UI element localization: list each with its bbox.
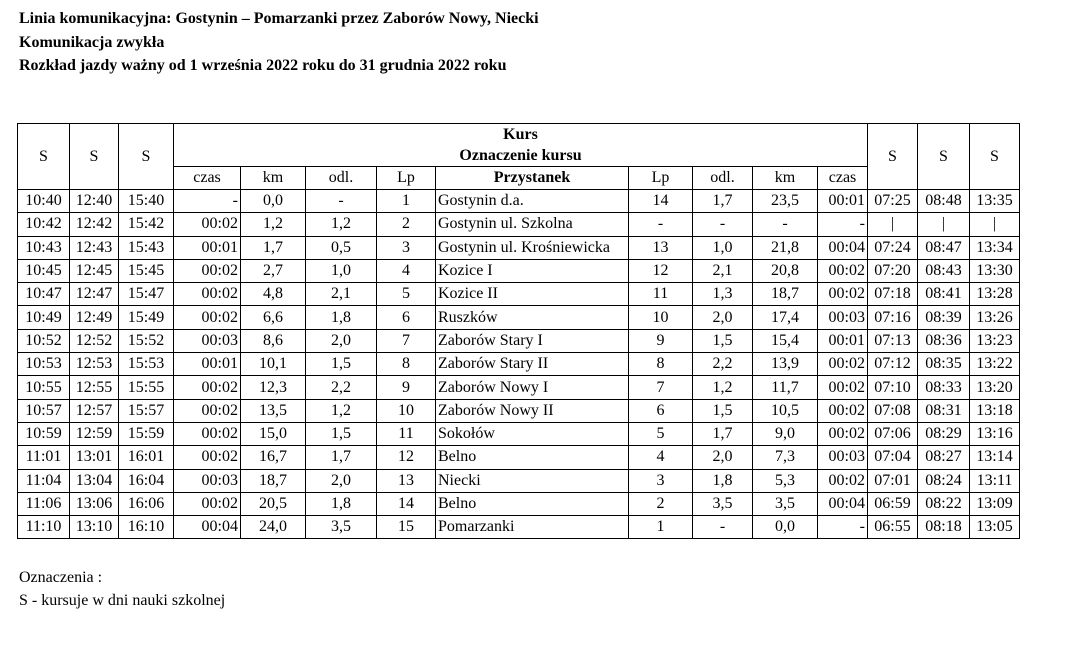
return-departure-1: 07:04 (868, 446, 918, 469)
odl: 1,8 (306, 306, 377, 329)
odl: 1,5 (306, 353, 377, 376)
return-departure-2: 08:18 (918, 516, 970, 539)
return-departure-1: 07:13 (868, 329, 918, 352)
czas: 00:02 (174, 492, 241, 515)
lp: 10 (377, 399, 436, 422)
table-row (18, 516, 1020, 539)
czas-return: 00:02 (818, 399, 868, 422)
oznaczenie-kursu-label: Oznaczenie kursu (174, 145, 868, 167)
czas: 00:02 (174, 399, 241, 422)
km: 1,7 (241, 236, 306, 259)
table-row (18, 353, 1020, 376)
stop-name: Zaborów Nowy II (436, 399, 629, 422)
czas-return: 00:02 (818, 259, 868, 282)
departure-1: 11:04 (18, 469, 70, 492)
czas-return: 00:01 (818, 329, 868, 352)
odl: 1,2 (306, 399, 377, 422)
departure-3: 15:45 (119, 259, 174, 282)
stop-name: Kozice I (436, 259, 629, 282)
departure-2: 12:49 (70, 306, 119, 329)
departure-1: 10:59 (18, 422, 70, 445)
departure-3: 15:43 (119, 236, 174, 259)
km-return: 21,8 (753, 236, 818, 259)
czas-return: 00:02 (818, 422, 868, 445)
czas-return: 00:03 (818, 446, 868, 469)
lp: 12 (377, 446, 436, 469)
lp: 2 (377, 213, 436, 236)
return-departure-2: | (918, 213, 970, 236)
departure-3: 16:10 (119, 516, 174, 539)
km-return: 18,7 (753, 283, 818, 306)
return-departure-3: 13:20 (970, 376, 1020, 399)
czas-return: 00:02 (818, 353, 868, 376)
czas: - (174, 190, 241, 213)
departure-3: 16:04 (119, 469, 174, 492)
course-mark-right-1: S (868, 124, 918, 190)
departure-1: 10:49 (18, 306, 70, 329)
lp-return: 1 (629, 516, 693, 539)
odl: 2,2 (306, 376, 377, 399)
km: 13,5 (241, 399, 306, 422)
km: 12,3 (241, 376, 306, 399)
lp-return: 9 (629, 329, 693, 352)
return-departure-1: 07:16 (868, 306, 918, 329)
departure-1: 11:10 (18, 516, 70, 539)
departure-2: 12:53 (70, 353, 119, 376)
odl-return: 1,5 (693, 329, 753, 352)
stop-name: Sokołów (436, 422, 629, 445)
km: 18,7 (241, 469, 306, 492)
return-departure-2: 08:41 (918, 283, 970, 306)
return-departure-1: 07:20 (868, 259, 918, 282)
czas-return: 00:02 (818, 469, 868, 492)
km: 4,8 (241, 283, 306, 306)
table-row (18, 259, 1020, 282)
km-return: 13,9 (753, 353, 818, 376)
czas-return: 00:03 (818, 306, 868, 329)
table-row (18, 469, 1020, 492)
line-title: Linia komunikacyjna: Gostynin – Pomarzanki przez Zaborów Nowy, Niecki (19, 10, 539, 27)
czas: 00:02 (174, 213, 241, 236)
return-departure-2: 08:36 (918, 329, 970, 352)
km-return: 5,3 (753, 469, 818, 492)
km: 6,6 (241, 306, 306, 329)
lp: 6 (377, 306, 436, 329)
lp-return: 14 (629, 190, 693, 213)
return-departure-1: 07:18 (868, 283, 918, 306)
return-departure-2: 08:27 (918, 446, 970, 469)
return-departure-1: 07:25 (868, 190, 918, 213)
lp: 5 (377, 283, 436, 306)
lp-return: 6 (629, 399, 693, 422)
table-row (18, 329, 1020, 352)
km: 24,0 (241, 516, 306, 539)
departure-3: 15:57 (119, 399, 174, 422)
departure-2: 12:40 (70, 190, 119, 213)
czas: 00:02 (174, 306, 241, 329)
departure-3: 15:53 (119, 353, 174, 376)
departure-1: 11:06 (18, 492, 70, 515)
odl: - (306, 190, 377, 213)
return-departure-2: 08:22 (918, 492, 970, 515)
km-return: 20,8 (753, 259, 818, 282)
departure-2: 12:52 (70, 329, 119, 352)
departure-2: 12:43 (70, 236, 119, 259)
departure-1: 10:53 (18, 353, 70, 376)
return-departure-3: 13:14 (970, 446, 1020, 469)
departure-3: 15:42 (119, 213, 174, 236)
departure-2: 12:57 (70, 399, 119, 422)
departure-3: 15:49 (119, 306, 174, 329)
departure-1: 10:52 (18, 329, 70, 352)
table-row (18, 283, 1020, 306)
stop-name: Belno (436, 446, 629, 469)
km-return: 17,4 (753, 306, 818, 329)
lp-return: 12 (629, 259, 693, 282)
departure-2: 12:47 (70, 283, 119, 306)
odl: 2,1 (306, 283, 377, 306)
km-return: 15,4 (753, 329, 818, 352)
return-departure-1: 07:06 (868, 422, 918, 445)
stop-name: Ruszków (436, 306, 629, 329)
return-departure-3: 13:18 (970, 399, 1020, 422)
departure-2: 12:55 (70, 376, 119, 399)
return-departure-3: 13:11 (970, 469, 1020, 492)
km-return: 11,7 (753, 376, 818, 399)
czas: 00:04 (174, 516, 241, 539)
return-departure-2: 08:24 (918, 469, 970, 492)
return-departure-2: 08:31 (918, 399, 970, 422)
stop-name: Zaborów Nowy I (436, 376, 629, 399)
course-mark-right-3: S (970, 124, 1020, 190)
lp: 13 (377, 469, 436, 492)
km-return: 9,0 (753, 422, 818, 445)
table-row (18, 236, 1020, 259)
col-header-czas: czas (174, 167, 241, 190)
lp: 11 (377, 422, 436, 445)
kurs-label: Kurs (174, 124, 868, 146)
odl: 1,2 (306, 213, 377, 236)
col-header-odl: odl. (306, 167, 377, 190)
departure-1: 10:55 (18, 376, 70, 399)
odl-return: 1,3 (693, 283, 753, 306)
table-row (18, 399, 1020, 422)
col-header-odl-return: odl. (693, 167, 753, 190)
odl-return: 2,0 (693, 306, 753, 329)
departure-3: 15:59 (119, 422, 174, 445)
course-mark-left-2: S (70, 124, 119, 190)
timetable (17, 123, 1020, 539)
return-departure-1: 07:08 (868, 399, 918, 422)
stop-name: Zaborów Stary I (436, 329, 629, 352)
km: 20,5 (241, 492, 306, 515)
km: 0,0 (241, 190, 306, 213)
lp-return: 5 (629, 422, 693, 445)
table-row (18, 376, 1020, 399)
czas-return: - (818, 516, 868, 539)
stop-name: Belno (436, 492, 629, 515)
return-departure-3: 13:16 (970, 422, 1020, 445)
return-departure-2: 08:47 (918, 236, 970, 259)
odl-return: - (693, 516, 753, 539)
return-departure-1: 07:01 (868, 469, 918, 492)
stop-name: Gostynin d.a. (436, 190, 629, 213)
return-departure-1: 07:12 (868, 353, 918, 376)
departure-2: 13:06 (70, 492, 119, 515)
return-departure-2: 08:33 (918, 376, 970, 399)
czas: 00:02 (174, 283, 241, 306)
table-row (18, 446, 1020, 469)
return-departure-3: 13:34 (970, 236, 1020, 259)
lp: 1 (377, 190, 436, 213)
czas: 00:01 (174, 236, 241, 259)
czas-return: 00:01 (818, 190, 868, 213)
departure-2: 13:10 (70, 516, 119, 539)
departure-2: 13:01 (70, 446, 119, 469)
departure-1: 10:43 (18, 236, 70, 259)
departure-1: 11:01 (18, 446, 70, 469)
odl: 2,0 (306, 469, 377, 492)
czas-return: 00:04 (818, 492, 868, 515)
odl-return: 1,2 (693, 376, 753, 399)
departure-3: 15:47 (119, 283, 174, 306)
lp-return: 7 (629, 376, 693, 399)
lp-return: 11 (629, 283, 693, 306)
return-departure-3: | (970, 213, 1020, 236)
departure-2: 12:59 (70, 422, 119, 445)
return-departure-1: 06:55 (868, 516, 918, 539)
col-header-lp-return: Lp (629, 167, 693, 190)
km: 2,7 (241, 259, 306, 282)
czas-return: - (818, 213, 868, 236)
departure-3: 15:55 (119, 376, 174, 399)
col-header-km-return: km (753, 167, 818, 190)
departure-2: 12:45 (70, 259, 119, 282)
odl: 1,7 (306, 446, 377, 469)
legend-title: Oznaczenia : (19, 569, 103, 586)
return-departure-1: 07:24 (868, 236, 918, 259)
return-departure-1: | (868, 213, 918, 236)
czas-return: 00:04 (818, 236, 868, 259)
lp: 8 (377, 353, 436, 376)
odl: 0,5 (306, 236, 377, 259)
col-header-km: km (241, 167, 306, 190)
service-type: Komunikacja zwykła (19, 34, 165, 51)
return-departure-2: 08:48 (918, 190, 970, 213)
odl: 1,5 (306, 422, 377, 445)
table-row (18, 422, 1020, 445)
col-header-lp: Lp (377, 167, 436, 190)
departure-2: 12:42 (70, 213, 119, 236)
km-return: 7,3 (753, 446, 818, 469)
odl: 1,0 (306, 259, 377, 282)
legend-item: S - kursuje w dni nauki szkolnej (19, 592, 226, 609)
odl-return: 1,7 (693, 190, 753, 213)
return-departure-3: 13:05 (970, 516, 1020, 539)
table-row (18, 213, 1020, 236)
czas-return: 00:02 (818, 283, 868, 306)
return-departure-3: 13:30 (970, 259, 1020, 282)
lp-return: 4 (629, 446, 693, 469)
lp: 7 (377, 329, 436, 352)
stop-name: Niecki (436, 469, 629, 492)
course-mark-right-2: S (918, 124, 970, 190)
departure-1: 10:45 (18, 259, 70, 282)
return-departure-1: 06:59 (868, 492, 918, 515)
czas: 00:01 (174, 353, 241, 376)
course-mark-left-1: S (18, 124, 70, 190)
return-departure-3: 13:23 (970, 329, 1020, 352)
col-header-przystanek: Przystanek (436, 167, 629, 190)
odl-return: 2,2 (693, 353, 753, 376)
departure-1: 10:42 (18, 213, 70, 236)
odl: 1,8 (306, 492, 377, 515)
departure-3: 15:52 (119, 329, 174, 352)
stop-name: Gostynin ul. Krośniewicka (436, 236, 629, 259)
return-departure-2: 08:35 (918, 353, 970, 376)
departure-1: 10:47 (18, 283, 70, 306)
return-departure-2: 08:39 (918, 306, 970, 329)
km: 16,7 (241, 446, 306, 469)
km-return: 3,5 (753, 492, 818, 515)
lp-return: 10 (629, 306, 693, 329)
odl-return: 1,8 (693, 469, 753, 492)
return-departure-3: 13:35 (970, 190, 1020, 213)
czas: 00:02 (174, 376, 241, 399)
odl-return: 3,5 (693, 492, 753, 515)
odl-return: 1,0 (693, 236, 753, 259)
departure-1: 10:40 (18, 190, 70, 213)
stop-name: Gostynin ul. Szkolna (436, 213, 629, 236)
czas: 00:02 (174, 446, 241, 469)
km: 10,1 (241, 353, 306, 376)
stop-name: Kozice II (436, 283, 629, 306)
odl-return: - (693, 213, 753, 236)
col-header-czas-return: czas (818, 167, 868, 190)
lp-return: 8 (629, 353, 693, 376)
return-departure-3: 13:28 (970, 283, 1020, 306)
departure-2: 13:04 (70, 469, 119, 492)
czas: 00:02 (174, 422, 241, 445)
odl-return: 1,5 (693, 399, 753, 422)
lp: 14 (377, 492, 436, 515)
czas: 00:03 (174, 469, 241, 492)
czas: 00:02 (174, 259, 241, 282)
lp: 3 (377, 236, 436, 259)
departure-3: 15:40 (119, 190, 174, 213)
table-row (18, 306, 1020, 329)
lp-return: - (629, 213, 693, 236)
table-row (18, 492, 1020, 515)
departure-3: 16:01 (119, 446, 174, 469)
km-return: - (753, 213, 818, 236)
stop-name: Pomarzanki (436, 516, 629, 539)
czas: 00:03 (174, 329, 241, 352)
odl-return: 2,1 (693, 259, 753, 282)
return-departure-3: 13:09 (970, 492, 1020, 515)
odl: 3,5 (306, 516, 377, 539)
km-return: 10,5 (753, 399, 818, 422)
lp-return: 3 (629, 469, 693, 492)
course-mark-left-3: S (119, 124, 174, 190)
km: 1,2 (241, 213, 306, 236)
odl: 2,0 (306, 329, 377, 352)
return-departure-3: 13:26 (970, 306, 1020, 329)
table-row (18, 190, 1020, 213)
odl-return: 2,0 (693, 446, 753, 469)
lp-return: 13 (629, 236, 693, 259)
lp: 9 (377, 376, 436, 399)
return-departure-2: 08:29 (918, 422, 970, 445)
km: 15,0 (241, 422, 306, 445)
odl-return: 1,7 (693, 422, 753, 445)
return-departure-3: 13:22 (970, 353, 1020, 376)
czas-return: 00:02 (818, 376, 868, 399)
lp: 15 (377, 516, 436, 539)
km-return: 23,5 (753, 190, 818, 213)
departure-3: 16:06 (119, 492, 174, 515)
lp-return: 2 (629, 492, 693, 515)
departure-1: 10:57 (18, 399, 70, 422)
km: 8,6 (241, 329, 306, 352)
return-departure-1: 07:10 (868, 376, 918, 399)
validity-period: Rozkład jazdy ważny od 1 września 2022 roku do 31 grudnia 2022 roku (19, 57, 507, 74)
km-return: 0,0 (753, 516, 818, 539)
stop-name: Zaborów Stary II (436, 353, 629, 376)
return-departure-2: 08:43 (918, 259, 970, 282)
lp: 4 (377, 259, 436, 282)
